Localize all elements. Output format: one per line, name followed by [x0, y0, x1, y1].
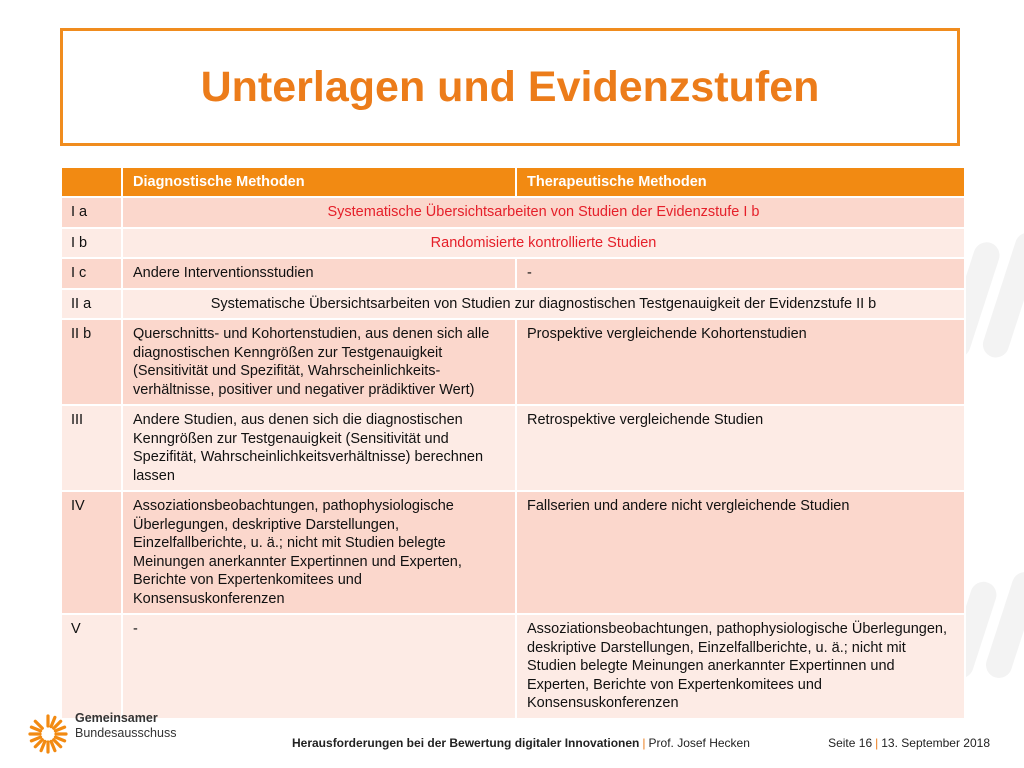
- footer-author: Prof. Josef Hecken: [648, 736, 750, 750]
- spanning-cell: Systematische Übersichtsarbeiten von Studien der Evidenzstufe I b: [122, 197, 965, 228]
- title-box: [60, 28, 960, 146]
- header-diagnostic: Diagnostische Methoden: [122, 167, 516, 197]
- diagnostic-cell: Querschnitts- und Kohortenstudien, aus denen sich alle diagnostischen Kenngrößen zur Testgenauigkeit (Sensitivität und Spezifität, Wahrscheinlichkeits-verhältnisse, positiver und negativer prädiktiver Wert): [122, 319, 516, 405]
- diagnostic-cell: Andere Interventionsstudien: [122, 258, 516, 289]
- level-cell: IV: [61, 491, 122, 614]
- evidence-table: [60, 166, 966, 720]
- level-cell: II b: [61, 319, 122, 405]
- footer-presentation-info: [292, 736, 750, 750]
- header-level: [61, 167, 122, 197]
- logo-line-2: Bundesausschuss: [75, 726, 177, 740]
- level-cell: I a: [61, 197, 122, 228]
- level-cell: I c: [61, 258, 122, 289]
- footer-presentation-title: Herausforderungen bei der Bewertung digitaler Innovationen: [292, 736, 640, 750]
- level-cell: III: [61, 405, 122, 491]
- footer-separator: |: [875, 736, 879, 750]
- footer-page-number: Seite 16: [828, 736, 873, 750]
- diagnostic-cell: Assoziationsbeobachtungen, pathophysiologische Überlegungen, deskriptive Darstellungen, Einzelfallberichte, u. ä.; nicht mit Studien belegte Meinungen anerkannter Expertinnen und Experten, Berichte von Expertenkomitees und Konsensuskonferenzen: [122, 491, 516, 614]
- spanning-cell: Randomisierte kontrollierte Studien: [122, 228, 965, 259]
- table-header-row: [61, 167, 965, 197]
- table-row: [61, 228, 965, 259]
- diagnostic-cell: -: [122, 614, 516, 719]
- table-row: [61, 289, 965, 320]
- logo-line-1: Gemeinsamer: [75, 711, 158, 725]
- diagnostic-cell: Andere Studien, aus denen sich die diagnostischen Kenngrößen zur Testgenauigkeit (Sensitivität und Spezifität, Wahrscheinlichkeitsverhältnisse) berechnen lassen: [122, 405, 516, 491]
- table-row: [61, 614, 965, 719]
- therapeutic-cell: Retrospektive vergleichende Studien: [516, 405, 965, 491]
- table-row: [61, 319, 965, 405]
- table-row: [61, 258, 965, 289]
- table-row: [61, 197, 965, 228]
- header-therapeutic: Therapeutische Methoden: [516, 167, 965, 197]
- footer-date: 13. September 2018: [881, 736, 990, 750]
- table-row: [61, 491, 965, 614]
- therapeutic-cell: -: [516, 258, 965, 289]
- footer-separator: |: [642, 736, 646, 750]
- therapeutic-cell: Fallserien und andere nicht vergleichende Studien: [516, 491, 965, 614]
- page-title: Unterlagen und Evidenzstufen: [200, 62, 820, 111]
- spanning-cell: Systematische Übersichtsarbeiten von Studien zur diagnostischen Testgenauigkeit der Evidenzstufe II b: [122, 289, 965, 320]
- level-cell: II a: [61, 289, 122, 320]
- level-cell: I b: [61, 228, 122, 259]
- table-row: [61, 405, 965, 491]
- level-cell: V: [61, 614, 122, 719]
- footer-page-info: [828, 736, 990, 750]
- therapeutic-cell: Prospektive vergleichende Kohortenstudien: [516, 319, 965, 405]
- logo-text: [75, 711, 176, 741]
- therapeutic-cell: Assoziationsbeobachtungen, pathophysiologische Überlegungen, deskriptive Darstellungen, Einzelfallberichte, u. ä.; nicht mit Studien belegte Meinungen anerkannter Expertinnen und Experten, Berichte von Expertenkomitees und Konsensuskonferenzen: [516, 614, 965, 719]
